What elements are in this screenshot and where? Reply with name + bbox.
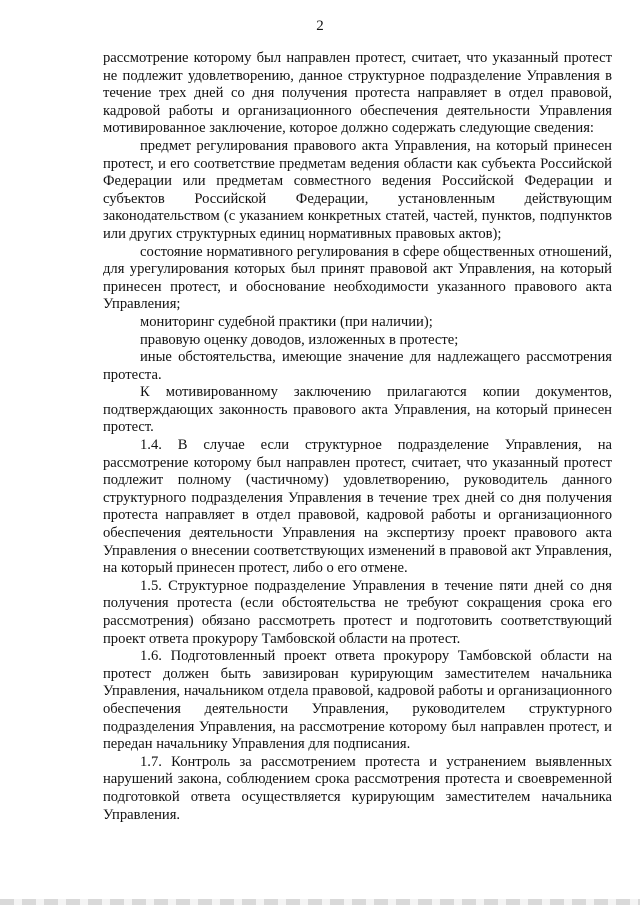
paragraph-clause-1-6: 1.6. Подготовленный проект ответа прокурору Тамбовской области на протест должен быть завизирован курирующим заместителем начальника Управления, начальником отдела правовой, кадровой работы и организационного обеспечения деятельности Управления, руководителем структурного подразделения Управления, на рассмотрение которому был направлен протест, и передан начальнику Управления для подписания. <box>103 648 612 753</box>
page-number: 2 <box>316 18 324 34</box>
paragraph-attached-copies: К мотивированному заключению прилагаются копии документов, подтверждающих законность правового акта Управления, на который принесен протест. <box>103 384 612 436</box>
paragraph-other-circumstances: иные обстоятельства, имеющие значение для надлежащего рассмотрения протеста. <box>103 349 612 383</box>
paragraph-court-monitoring: мониторинг судебной практики (при наличии); <box>140 313 433 330</box>
paragraph-regulation-state: состояние нормативного регулирования в сфере общественных отношений, для урегулирования которых был принят правовой акт Управления, на который принесен протест, и обоснование необходимости указанного правового акта Управления; <box>103 243 612 313</box>
paragraph-legal-assessment: правовую оценку доводов, изложенных в протесте; <box>140 331 459 348</box>
scan-edge-artifact <box>0 899 640 905</box>
paragraph-regulation-subject: предмет регулирования правового акта Управления, на который принесен протест, и его соответствие предметам ведения области как субъекта Российской Федерации или предметам совместного ведения Российской Федерации и субъектов Российской Федерации, установленным действующим законодательством (с указанием конкретных статей, частей, пунктов, подпунктов или других структурных единиц нормативных правовых актов); <box>103 137 612 242</box>
paragraph-continuation: рассмотрение которому был направлен протест, считает, что указанный протест не подлежит удовлетворению, данное структурное подразделение Управления в течение трех дней со дня получения протеста направляет в отдел правовой, кадровой работы и организационного обеспечения деятельности Управления мотивированное заключение, которое должно содержать следующие сведения: <box>103 50 612 137</box>
paragraph-clause-1-4: 1.4. В случае если структурное подразделение Управления, на рассмотрение которому был направлен протест, считает, что указанный протест подлежит полному (частичному) удовлетворению, руководитель данного структурного подразделения Управления в течение трех дней со дня получения протеста направляет в отдел правовой, кадровой работы и организационного обеспечения деятельности Управления на экспертизу проект правового акта Управления о внесении соответствующих изменений в правовой акт Управления, на который принесен протест, либо о его отмене. <box>103 437 612 577</box>
document-body <box>103 50 612 824</box>
paragraph-clause-1-5: 1.5. Структурное подразделение Управления в течение пяти дней со дня получения протеста (если обстоятельства не требуют сокращения срока его рассмотрения) обязано рассмотреть протест и подготовить соответствующий проект ответа прокурору Тамбовской области на протест. <box>103 577 612 647</box>
paragraph-clause-1-7: 1.7. Контроль за рассмотрением протеста и устранением выявленных нарушений закона, соблюдением срока рассмотрения протеста и своевременной подготовкой ответа осуществляется курирующим заместителем начальника Управления. <box>103 753 612 823</box>
